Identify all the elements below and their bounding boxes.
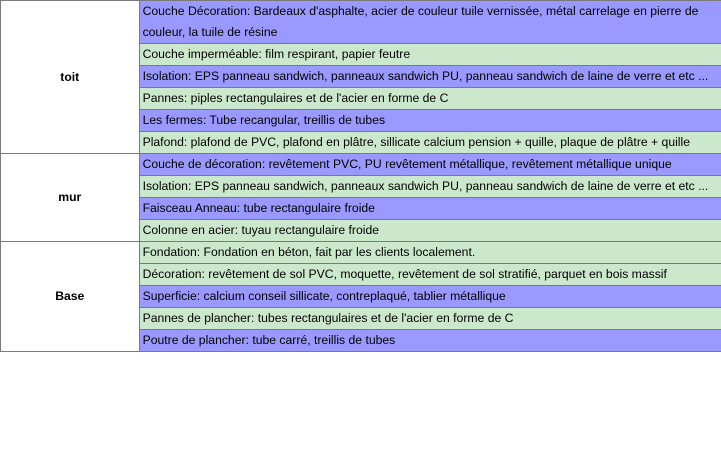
category-cell-mur: mur	[1, 154, 140, 242]
component-description-cell: Pannes: piples rectangulaires et de l'acier en forme de C	[139, 88, 721, 110]
component-description-cell: Couche Décoration: Bardeaux d'asphalte, acier de couleur tuile vernissée, métal carrelage en pierre de couleur, la tuile de résine	[139, 1, 721, 44]
component-description-cell: Faisceau Anneau: tube rectangulaire froide	[139, 198, 721, 220]
table-row	[1, 242, 721, 264]
component-description-cell: Isolation: EPS panneau sandwich, panneaux sandwich PU, panneau sandwich de laine de verre et etc ...	[139, 66, 721, 88]
component-description-cell: Poutre de plancher: tube carré, treillis de tubes	[139, 330, 721, 352]
component-description-cell: Plafond: plafond de PVC, plafond en plâtre, sillicate calcium pension + quille, plaque de plâtre + quille	[139, 132, 721, 154]
component-description-cell: Colonne en acier: tuyau rectangulaire froide	[139, 220, 721, 242]
category-cell-toit: toit	[1, 1, 140, 154]
component-description-cell: Fondation: Fondation en béton, fait par les clients localement.	[139, 242, 721, 264]
category-cell-base: Base	[1, 242, 140, 352]
component-description-cell: Les fermes: Tube recangular, treillis de tubes	[139, 110, 721, 132]
component-description-cell: Couche de décoration: revêtement PVC, PU revêtement métallique, revêtement métallique unique	[139, 154, 721, 176]
component-description-cell: Décoration: revêtement de sol PVC, moquette, revêtement de sol stratifié, parquet en bois massif	[139, 264, 721, 286]
component-description-cell: Isolation: EPS panneau sandwich, panneaux sandwich PU, panneau sandwich de laine de verre et etc ...	[139, 176, 721, 198]
table-row	[1, 154, 721, 176]
component-description-cell: Couche imperméable: film respirant, papier feutre	[139, 44, 721, 66]
component-description-cell: Superficie: calcium conseil sillicate, contreplaqué, tablier métallique	[139, 286, 721, 308]
materials-table-body	[1, 1, 721, 352]
table-row	[1, 1, 721, 44]
component-description-cell: Pannes de plancher: tubes rectangulaires et de l'acier en forme de C	[139, 308, 721, 330]
